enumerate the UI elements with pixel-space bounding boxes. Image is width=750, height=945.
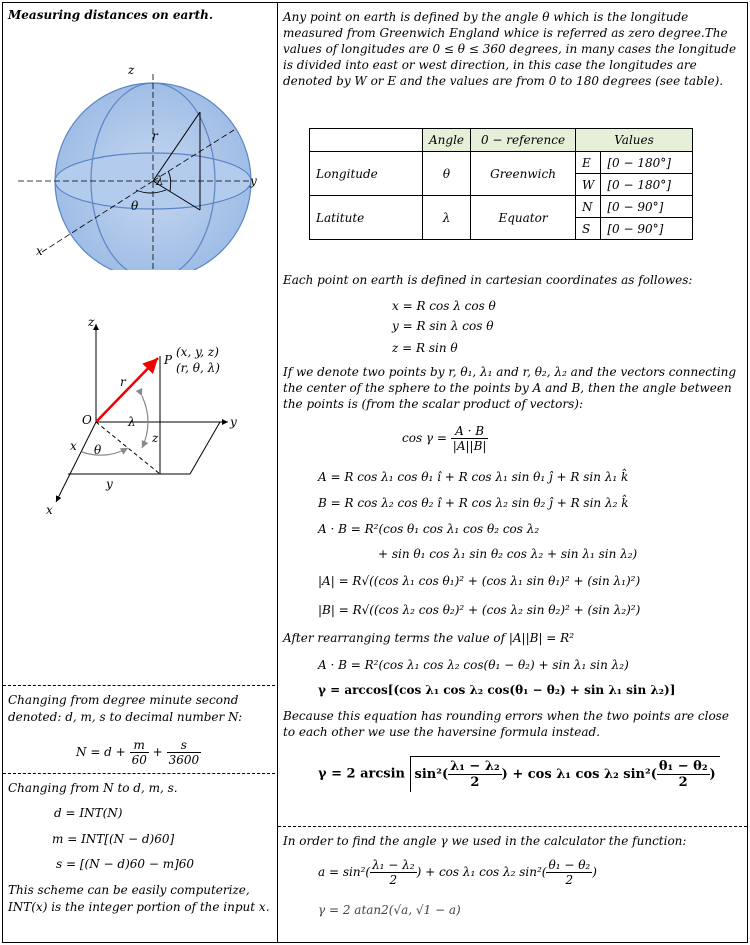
calc-gamma: γ = 2 atan2(√a, √1 − a) [318, 903, 461, 917]
hav-radical: sin²( $\frac{\text{λ₁ − λ₂}}{2}$ ) + cos λ₁ cos λ₂ sin²( $\frac{\text{θ₁ − θ₂}}{2}$ ) [410, 756, 720, 792]
dms-frac-s [167, 738, 202, 767]
hav-frac1 [448, 759, 502, 790]
calc-d2: 2 [565, 873, 574, 887]
coord-label-lambda: λ [128, 415, 136, 429]
table-row-ref: Greenwich [471, 152, 576, 196]
eq-a: A = R cos λ₁ cos θ₁ î + R cos λ₁ sin θ₁ ĵ + R sin λ₁ k̂ [318, 470, 629, 484]
dms-60: 60 [131, 753, 147, 767]
cart-x: x = R cos λ cos θ [392, 299, 496, 313]
haversine-text: Because this equation has rounding errors when the two points are close to each other we use the haversine formula instead. [283, 709, 729, 739]
table-corner [310, 129, 423, 152]
dms-lhs: N = d + [76, 745, 126, 759]
calc-mid: + cos λ₁ cos λ₂ sin² [425, 865, 542, 879]
calc-frac1 [370, 858, 417, 887]
cos-frac [451, 424, 489, 453]
calc-n1: λ₁ − λ₂ [372, 858, 415, 872]
hav-d1: 2 [470, 775, 480, 790]
hav-sin2a: sin² [414, 767, 442, 782]
coord-label-theta: θ [94, 443, 102, 457]
table-row-angle: θ [423, 152, 471, 196]
divider-calc [278, 826, 747, 827]
dms-m: m [130, 738, 149, 753]
hav-frac2 [657, 759, 710, 790]
calc-a: a = sin²( $\frac{\text{λ₁ − λ₂}}{2}$ ) + cos λ₁ cos λ₂ sin²( $\frac{\text{θ₁ − θ₂}}{2}$ ) [318, 858, 597, 887]
rearrange-text: After rearranging terms the value of |A||B| = R² [283, 631, 575, 645]
coord-label-yy: y [106, 477, 113, 491]
table-row-name: Latitute [310, 196, 423, 240]
reference-table [309, 128, 693, 240]
intro-text: Any point on earth is defined by the angle θ which is the longitude measured from Greenwich England whice is referred as zero degree.The values of longitudes are 0 ≤ θ ≤ 360 degrees, in many cases the longitude is divided into east or west direction, in this case the longitudes are denoted by W or E and the values are from 0 to 180 degrees (see table). [283, 10, 737, 88]
n2dms-s: s = [(N − d)60 − m]60 [56, 857, 195, 871]
coord-label-z: z [88, 315, 95, 329]
hav-mid: + cos λ₁ cos λ₂ sin² [512, 767, 651, 782]
cart-z: z = R sin θ [392, 341, 458, 355]
n2dms-note: This scheme can be easily computerize, INT(x) is the integer portion of the input x. [8, 883, 270, 914]
hav-n2: θ₁ − θ₂ [658, 759, 708, 774]
calc-frac2 [546, 858, 592, 887]
table-row-angle: λ [423, 196, 471, 240]
sphere-label-x: x [36, 244, 43, 258]
coord-label-y: y [230, 415, 237, 429]
cartesian-text: Each point on earth is defined in cartesian coordinates as followes: [283, 273, 693, 287]
sphere-label-r: r [152, 129, 158, 143]
table-val-dir: S [576, 218, 601, 240]
cos-den: |A||B| [452, 439, 487, 453]
coord-label-r: r [120, 375, 126, 389]
dms-s: s [167, 738, 202, 753]
table-header-values: Values [576, 129, 693, 152]
eq-ab1: A · B = R²(cos θ₁ cos λ₁ cos θ₂ cos λ₂ [318, 522, 540, 536]
eq-b: B = R cos λ₂ cos θ₂ î + R cos λ₂ sin θ₂ ĵ + R sin λ₂ k̂ [318, 496, 629, 510]
n2dms-text: Changing from N to d, m, s. [8, 781, 178, 795]
haversine-formula [318, 756, 720, 792]
sphere-label-lambda: λ [156, 174, 164, 188]
cos-lhs: cos γ = [402, 431, 447, 445]
sphere-label-theta: θ [131, 199, 139, 213]
table-val-range: [0 − 180°] [601, 152, 693, 174]
cos-num: A · B [451, 424, 489, 439]
table-val-range: [0 − 90°] [601, 218, 693, 240]
calculator-text: In order to find the angle γ we used in the calculator the function: [283, 834, 687, 848]
hav-d2: 2 [678, 775, 688, 790]
table-val-dir: E [576, 152, 601, 174]
hav-lhs: γ = 2 arcsin [318, 766, 405, 782]
coord-label-x: x [46, 503, 53, 517]
vector-text: If we denote two points by r, θ₁, λ₁ and r, θ₂, λ₂ and the vectors connecting the center of the sphere to the points by A and B, then the angle between the points is (from the scalar product of vectors): [283, 365, 737, 411]
dms-formula [76, 738, 201, 767]
calc-a-lhs: a = sin² [318, 865, 366, 879]
n2dms-m: m = INT[(N − d)60] [52, 832, 175, 846]
table-val-range: [0 − 180°] [601, 174, 693, 196]
eq-gamma: γ = arccos[(cos λ₁ cos λ₂ cos(θ₁ − θ₂) + sin λ₁ sin λ₂)] [318, 683, 676, 697]
page-title: Measuring distances on earth. [8, 8, 214, 22]
dms-text: Changing from degree minute second denoted: d, m, s to decimal number N: [8, 693, 243, 724]
coord-label-o: O [82, 413, 92, 427]
sphere-diagram [10, 60, 272, 270]
column-divider [277, 3, 278, 942]
calc-n2: θ₁ − θ₂ [548, 858, 591, 872]
eq-ab3: A · B = R²(cos λ₁ cos λ₂ cos(θ₁ − θ₂) + sin λ₁ sin λ₂) [318, 658, 629, 672]
table-val-dir: W [576, 174, 601, 196]
table-row-name: Longitude [310, 152, 423, 196]
table-header-angle: Angle [423, 129, 471, 152]
coord-label-zz: z [152, 431, 159, 445]
table-val-range: [0 − 90°] [601, 196, 693, 218]
sphere-label-z: z [128, 63, 135, 77]
coord-label-p: P [164, 353, 173, 367]
hav-n1: λ₁ − λ₂ [450, 759, 500, 774]
cos-gamma [402, 424, 488, 453]
n2dms-d: d = INT(N) [54, 806, 123, 820]
eq-modb: |B| = R√((cos λ₂ cos θ₂)² + (cos λ₂ sin θ₂)² + (sin λ₂)²) [318, 603, 641, 617]
coord-label-p2: (r, θ, λ) [176, 361, 220, 375]
eq-moda: |A| = R√((cos λ₁ cos θ₁)² + (cos λ₁ sin θ₁)² + (sin λ₁)²) [318, 574, 641, 588]
table-header-ref: 0 − reference [471, 129, 576, 152]
coord-label-xx: x [70, 439, 77, 453]
dms-frac-m [130, 738, 149, 767]
divider-dms [3, 685, 275, 686]
calc-d1: 2 [389, 873, 398, 887]
eq-ab2: + sin θ₁ cos λ₁ sin θ₂ cos λ₂ + sin λ₁ sin λ₂) [378, 547, 638, 561]
cart-y: y = R sin λ cos θ [392, 319, 494, 333]
coordinate-diagram [30, 312, 270, 522]
dms-3600: 3600 [168, 753, 200, 767]
table-row-ref: Equator [471, 196, 576, 240]
sphere-label-y: y [250, 174, 257, 188]
dms-plus: + [152, 745, 163, 759]
table-val-dir: N [576, 196, 601, 218]
coord-label-p1: (x, y, z) [176, 345, 219, 359]
divider-n2dms [3, 773, 275, 774]
